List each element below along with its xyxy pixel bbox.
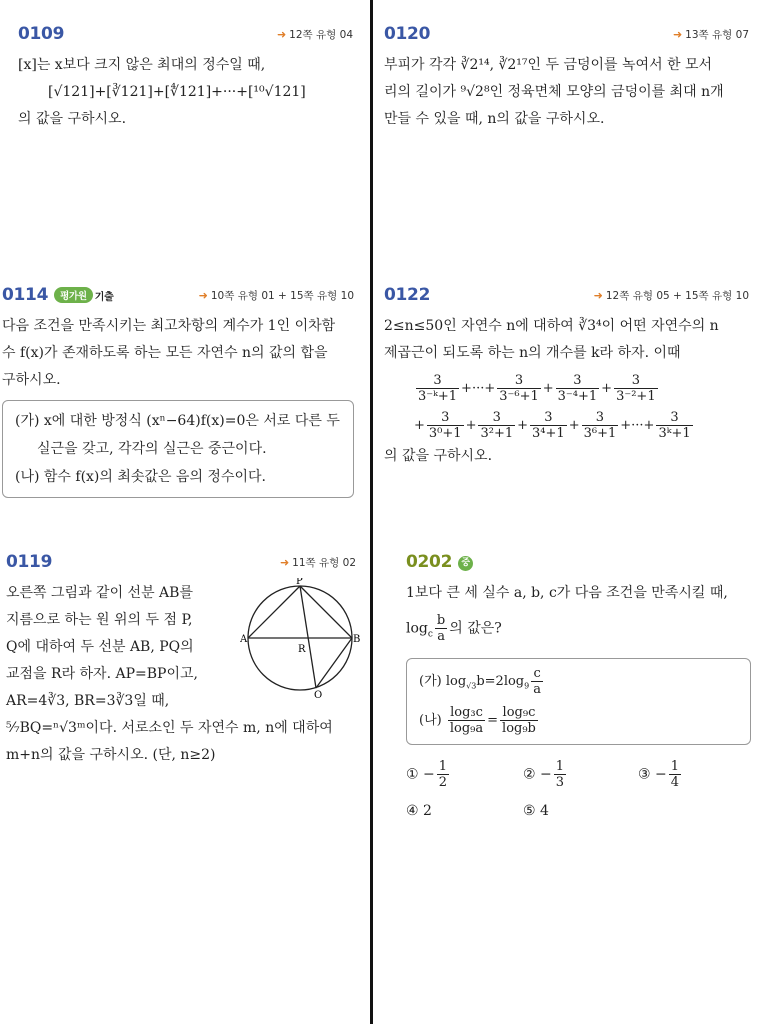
fraction [669,759,681,790]
choice-mark: ④ [406,802,419,819]
log-base: √3 [466,681,477,691]
numerator: c [531,666,543,682]
reference-text: 12쪽 유형 04 [289,29,353,41]
source-badge-suffix: 기출 [94,291,114,303]
choice-3[interactable] [638,759,683,790]
choice-value: 4 [540,802,549,819]
reference [277,27,353,42]
fraction [478,410,515,441]
problem-line: 부피가 각각 ∛2¹⁴, ∛2¹⁷인 두 금덩이를 녹여서 한 모서 [384,57,713,73]
numerator: 1 [555,758,565,774]
reference [280,555,356,570]
fraction [531,666,543,697]
arrow-icon: ➜ [279,556,290,569]
numerator: 1 [438,758,448,774]
choice-mark: ① [406,766,419,783]
condition-a-pre: (가) log [419,674,467,690]
fraction [614,373,658,404]
problem-number: 0119 [6,552,53,572]
reference-text: 13쪽 유형 07 [685,29,749,41]
sum-row-1: $\frac{3}{\text{3⁻ᵏ+1}}$ +···+ $\frac{3}{\text{3⁻⁶+1}}$ + $\frac{3}{\text{3⁻⁴+1}}$ + $\frac{3}{\text{3⁻²+1}}$ [418,373,656,404]
source-badge: 평가원 [54,287,93,303]
fraction [448,705,485,736]
denominator: 3⁻²+1 [616,389,656,404]
problem-header [384,285,749,313]
problem-text [384,52,749,133]
numerator: 3 [427,410,464,426]
choice-sign: − [423,766,435,783]
choice-5[interactable] [523,803,549,819]
problem-number: 0122 [384,285,431,305]
denominator: 3⁻ᵏ+1 [418,389,458,404]
problem-header [18,24,353,52]
choices [406,759,751,829]
fraction [435,613,447,644]
reference-text: 12쪽 유형 05 + 15쪽 유형 10 [605,290,749,302]
label-q: Q [314,690,323,698]
numerator: 3 [656,410,692,426]
fraction [556,373,600,404]
condition-a [419,665,738,704]
numerator: 3 [497,373,541,389]
problem-line: 구하시오. [2,372,61,388]
problem-line: 교점을 R라 하자. AP=BP이고, [6,666,198,682]
segment-pq [300,586,316,688]
problem-line: 지름으로 하는 원 위의 두 점 P, [6,612,193,628]
problem-line: 수 f(x)가 존재하도록 하는 모든 자연수 n의 값의 합을 [2,345,328,361]
denominator: 3²+1 [480,426,514,441]
denominator: a [533,682,541,698]
expression: [√121]+[∛121]+[∜121]+···+[¹⁰√121] [48,84,306,100]
label-b: B [353,634,360,645]
reference [199,288,354,303]
problem-line: AR=4∛3, BR=3∛3일 때, [6,693,170,709]
reference [673,27,749,42]
segment-ap [248,586,300,638]
denominator: 3⁻⁶+1 [499,389,539,404]
column-divider [370,0,373,1024]
problem-header [406,552,751,580]
problem-text [18,52,353,133]
arrow-icon: ➜ [198,289,208,302]
denominator: 4 [670,774,680,790]
fraction [427,410,464,441]
denominator: 2 [438,774,448,790]
reference-text: 11쪽 유형 02 [292,557,356,569]
problem-text [406,580,751,648]
choice-1[interactable] [406,759,451,790]
numerator: 3 [556,373,600,389]
problem-number [406,552,473,572]
choice-sign: − [540,766,552,783]
choice-mark: ③ [638,766,651,783]
problem-text [2,313,354,394]
denominator: a [437,629,445,644]
denominator: 3⁰+1 [428,426,462,441]
log-text: log [406,620,428,637]
condition-a: (가) x에 대한 방정식 (xⁿ−64)f(x)=0은 서로 다른 두 [15,413,340,429]
problem-line: 만들 수 있을 때, n의 값을 구하시오. [384,111,605,127]
problem-number: 0109 [18,24,65,44]
problem-line: 2≤n≤50인 자연수 n에 대하여 ∛3⁴이 어떤 자연수의 n [384,318,719,334]
fraction [582,410,619,441]
condition-b-pre: (나) [419,712,442,728]
numerator: 3 [614,373,658,389]
fraction [437,759,449,790]
denominator: log₉b [502,720,536,736]
problem-0109 [18,24,353,133]
segment-bq [316,638,352,688]
problem-header [384,24,749,52]
fraction [497,373,541,404]
problem-number [2,285,114,305]
problem-header [6,552,356,580]
choice-4[interactable] [406,803,432,819]
arrow-icon: ➜ [672,28,683,41]
fraction [500,705,538,736]
problem-text [384,313,749,367]
label-a: A [240,634,248,645]
denominator: 3ᵏ+1 [658,426,691,441]
arrow-icon: ➜ [276,28,287,41]
problem-line: Q에 대하여 두 선분 AB, PQ의 [6,639,194,655]
numerator: 1 [670,758,680,774]
problem-0202 [406,552,751,829]
log-base: c [427,629,433,640]
denominator: 3⁻⁴+1 [557,389,598,404]
problem-0119 [6,552,360,769]
condition-box [2,400,354,498]
reference [594,288,749,303]
denominator: log₉a [449,720,484,736]
fraction [554,759,566,790]
problem-0114 [2,285,354,498]
problem-line: 1보다 큰 세 실수 a, b, c가 다음 조건을 만족시킬 때, [406,585,728,601]
problem-header [2,285,354,313]
problem-line: [x]는 x보다 크지 않은 최대의 정수일 때, [18,57,266,73]
reference-text: 10쪽 유형 01 + 15쪽 유형 10 [210,290,354,302]
numerator: log₉c [500,705,538,721]
numerator: 3 [416,373,459,389]
problem-line: 제곱근이 되도록 하는 n의 개수를 k라 하자. 이때 [384,345,681,361]
numerator: 3 [582,410,619,426]
condition-a-mid: b=2log [476,674,525,690]
label-p: P [296,578,303,587]
question-suffix: 의 값은? [449,620,502,637]
choice-value: 2 [423,802,432,819]
problem-number: 0120 [384,24,431,44]
problem-line: ⁵⁄₇BQ=ⁿ√3ᵐ이다. 서로소인 두 자연수 m, n에 대하여 [6,720,333,736]
label-r: R [298,644,306,655]
problem-line: 의 값을 구하시오. [384,448,493,464]
problem-number-text: 0114 [2,285,49,305]
condition-box [406,658,751,745]
problem-number-text: 0202 [406,552,453,572]
problem-line [406,613,751,648]
denominator: 3⁶+1 [583,426,617,441]
arrow-icon: ➜ [593,289,603,302]
choice-mark: ② [523,766,536,783]
denominator: 3⁴+1 [532,426,565,441]
difficulty-badge: 중 [458,556,473,571]
problem-line: m+n의 값을 구하시오. (단, n≥2) [6,747,216,763]
numerator: log₃c [448,705,485,721]
numerator: 3 [478,410,515,426]
choice-mark: ⑤ [523,802,536,819]
circle-figure [240,578,360,698]
problem-0120 [384,24,749,133]
numerator: 3 [530,410,567,426]
segment-bp [300,586,352,638]
problem-line: 의 값을 구하시오. [18,111,127,127]
denominator: 3 [555,774,565,790]
fraction [416,373,459,404]
fraction [656,410,692,441]
condition-b: (나) 함수 f(x)의 최솟값은 음의 정수이다. [15,469,266,485]
choice-sign: − [655,766,667,783]
numerator: b [436,613,446,628]
condition-a-cont: 실근을 갖고, 각각의 실근은 중근이다. [37,441,267,457]
problem-line: 오른쪽 그림과 같이 선분 AB를 [6,585,193,601]
condition-b: (나) $\frac{\text{log₃c}}{\text{log₉a}}$ = $\frac{\text{log₉c}}{\text{log₉b}}$ [419,704,536,736]
sum-row-2: + $\frac{3}{\text{3⁰+1}}$ + $\frac{3}{\text{3²+1}}$ + $\frac{3}{\text{3⁴+1}}$ + $\frac{3}{\text{3⁶+1}}$ +···+ $\frac{3}{\text{3ᵏ+1}}$ [414,410,691,441]
choice-2[interactable] [523,759,568,790]
problem-line: 다음 조건을 만족시키는 최고차항의 계수가 1인 이차함 [2,318,336,334]
log-base: 9 [524,681,530,691]
problem-0122 [384,285,749,470]
problem-line: 리의 길이가 ⁹√2⁸인 정육면체 모양의 금덩이를 최대 n개 [384,84,724,100]
fraction [530,410,567,441]
